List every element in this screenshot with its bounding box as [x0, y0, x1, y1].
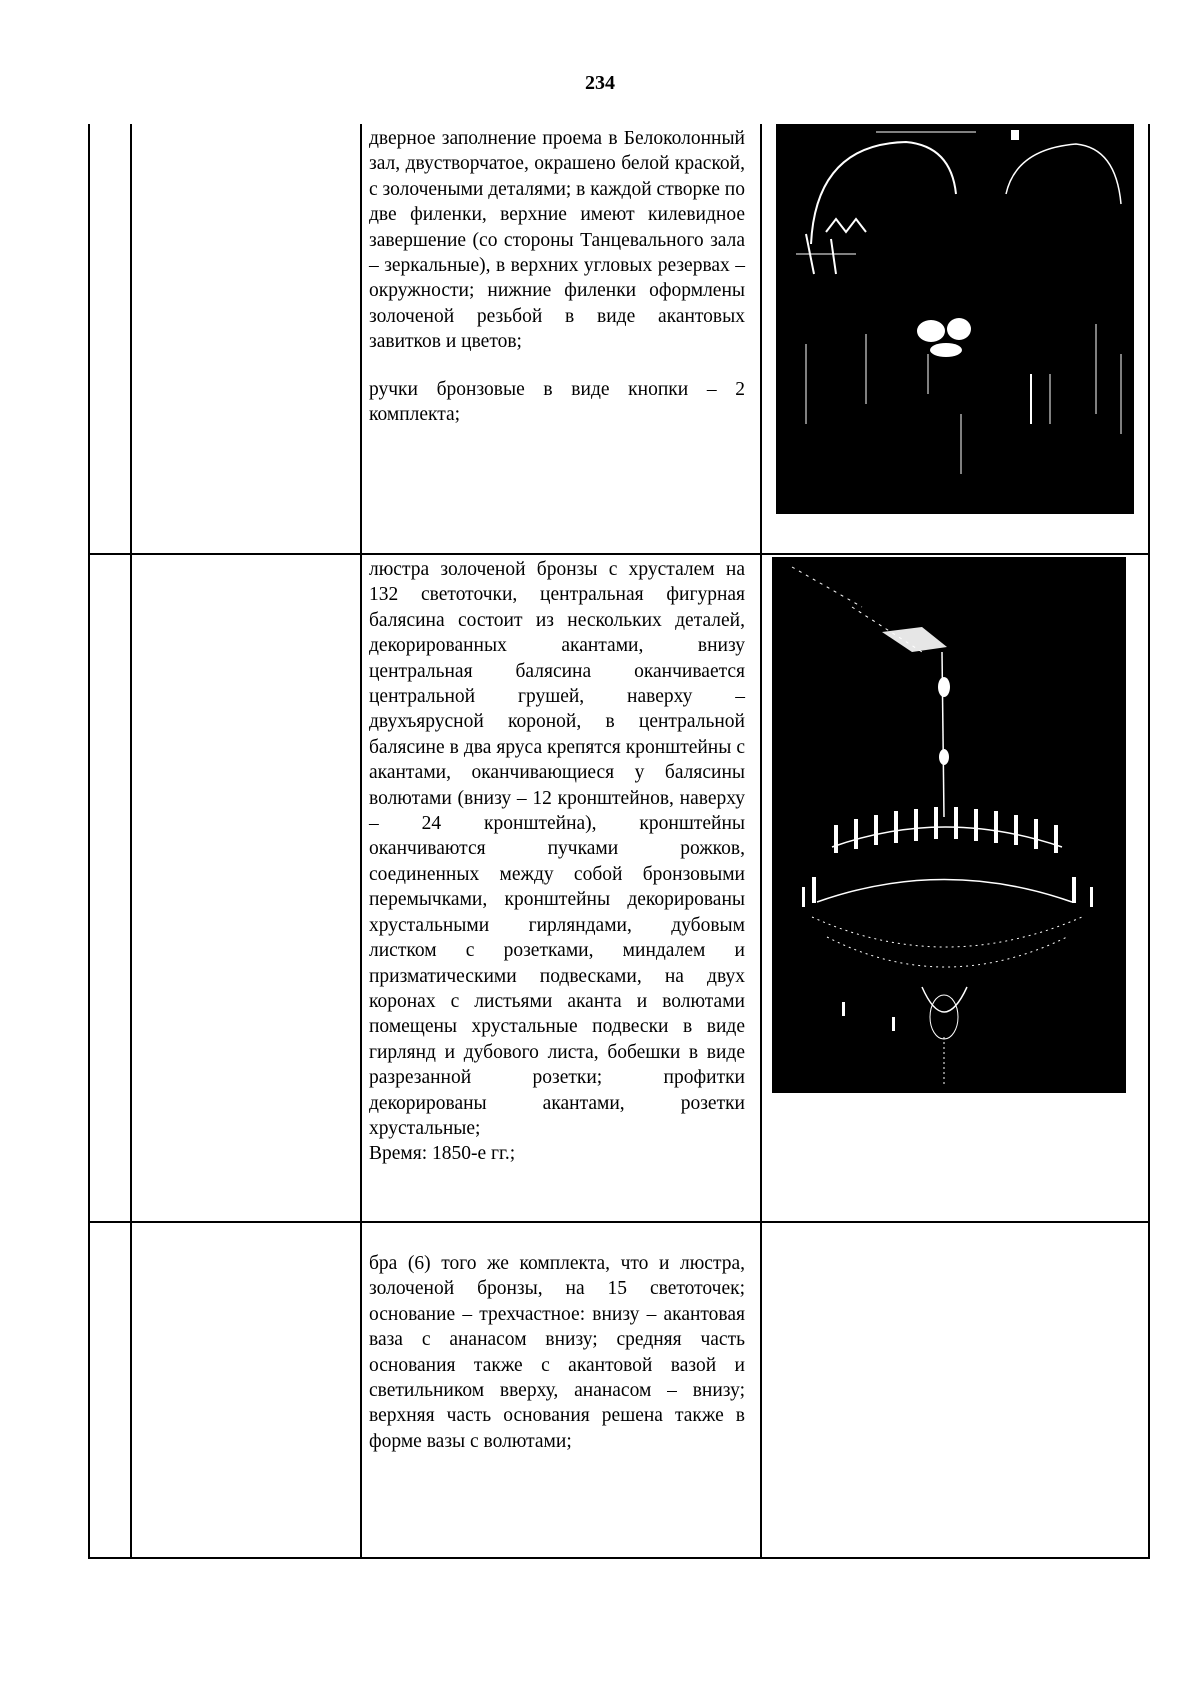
- table-column-divider: [360, 124, 362, 1559]
- table-row: [369, 557, 745, 1167]
- page-number: 234: [585, 72, 615, 94]
- description-paragraph: бра (6) того же комплекта, что и люстра, золоченой бронзы, на 15 светоточек; основание – трехчастное: внизу – акантовая ваза с ананасом внизу; средняя часть основания также с акантовой вазой и светильником вверху, ананасом – внизу; верхняя часть основания решена также в форме вазы с волютами;: [369, 1253, 745, 1452]
- table-border-right: [1148, 124, 1150, 1559]
- table-column-divider: [760, 124, 762, 1559]
- table-row-divider: [88, 1221, 1150, 1223]
- description-paragraph: Время: 1850-е гг.;: [369, 1143, 516, 1165]
- table-border-bottom: [88, 1557, 1150, 1559]
- chandelier-photo-image: [772, 557, 1126, 1093]
- table-column-divider: [130, 124, 132, 1559]
- description-paragraph: дверное заполнение проема в Белоколонный зал, двустворчатое, окрашено белой краской, с золочеными деталями; в каждой створке по две филенки, верхние имеют килевидное завершение (со стороны Танцевального зала – зеркальные), в верхних угловых резервах – окружности; нижние филенки оформлены золоченой резьбой в виде акантовых завитков и цветов;: [369, 128, 745, 353]
- table-row: [369, 1251, 745, 1454]
- table-row-divider: [88, 553, 1150, 555]
- table-row: [369, 126, 745, 427]
- description-paragraph: люстра золоченой бронзы с хрусталем на 132 светоточки, центральная фигурная балясина состоит из нескольких деталей, декорированных акантами, внизу центральная балясина оканчивается центральной грушей, наверху – двухъярусной короной, в центральной балясине в два яруса крепятся кронштейны с акантами, оканчивающиеся у балясины волютами (внизу – 12 кронштейнов, наверху – 24 кронштейна), кронштейны оканчиваются пучками рожков, соединенных между собой бронзовыми перемычками, кронштейны декорированы хрустальными гирляндами, дубовым листком с розетками, миндалем и призматическими подвесками, на двух коронах с листьями аканта и волютами помещены хрустальные подвески в виде гирлянд и дубового листа, бобешки в виде разрезанной розетки; профитки декорированы акантами, розетки хрустальные;: [369, 559, 745, 1139]
- door-photo: [776, 124, 1134, 514]
- chandelier-photo: [772, 557, 1126, 1093]
- door-photo-image: [776, 124, 1134, 514]
- table-border-left: [88, 124, 90, 1559]
- description-paragraph: ручки бронзовые в виде кнопки – 2 комплекта;: [369, 378, 745, 426]
